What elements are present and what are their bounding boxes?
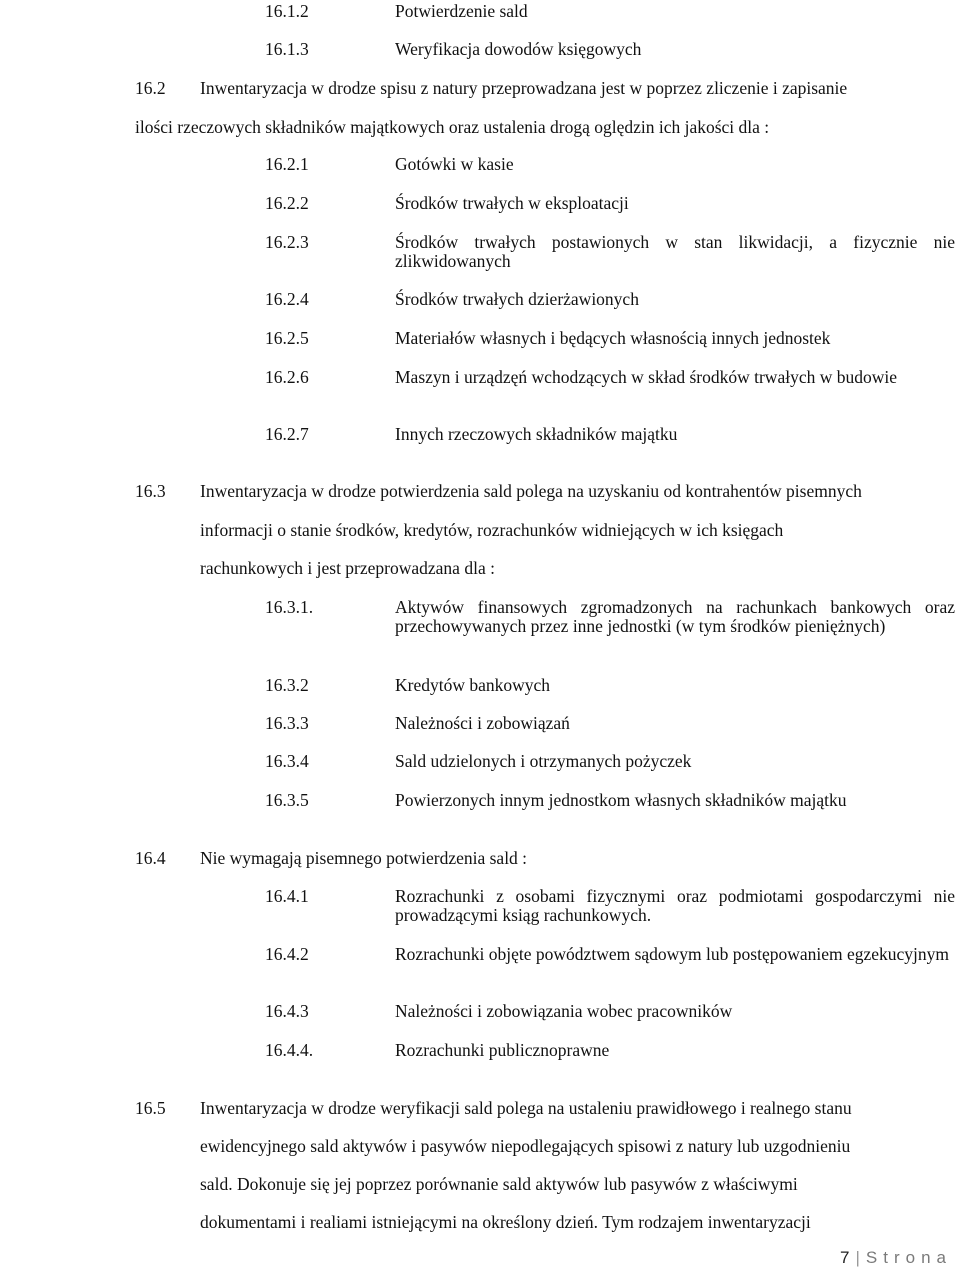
item-number: 16.3.1. [265,597,314,617]
item-number: 16.1.3 [265,39,309,59]
item-number: 16.2.3 [265,232,309,252]
section-number: 16.2 [135,78,166,98]
item-number: 16.3.5 [265,790,309,810]
section-paragraph-line: sald. Dokonuje się jej poprzez porównanie sald aktywów lub pasywów z właściwymi [200,1174,798,1194]
item-text: Innych rzeczowych składników majątku [395,424,678,444]
item-text: Środków trwałych dzierżawionych [395,289,639,309]
item-text: Potwierdzenie sald [395,1,528,21]
item-text: Należności i zobowiązań [395,713,570,733]
item-number: 16.2.5 [265,328,309,348]
item-number: 16.2.1 [265,154,309,174]
footer-page-word: Strona [865,1248,952,1267]
section-paragraph-line: Inwentaryzacja w drodze spisu z natury przeprowadzana jest w poprzez zliczenie i zapisanie [200,78,848,98]
item-text: Środków trwałych postawionych w stan likwidacji, a fizycznie nie zlikwidowanych [395,232,955,271]
section-number: 16.5 [135,1098,166,1118]
item-number: 16.4.2 [265,944,309,964]
section-heading: Nie wymagają pisemnego potwierdzenia sald : [200,848,528,868]
item-number: 16.2.2 [265,193,309,213]
item-text: Powierzonych innym jednostkom własnych składników majątku [395,790,847,810]
item-text: Maszyn i urządzęń wchodzących w skład środków trwałych w budowie [395,367,897,387]
item-text: Kredytów bankowych [395,675,551,695]
page-number: 7 [840,1248,850,1267]
section-paragraph-line: ilości rzeczowych składników majątkowych oraz ustalenia drogą oględzin ich jakości dla : [135,117,770,137]
item-number: 16.2.6 [265,367,309,387]
section-paragraph-line: ewidencyjnego sald aktywów i pasywów niepodlegających spisowi z natury lub uzgodnieniu [200,1136,851,1156]
section-paragraph-line: rachunkowych i jest przeprowadzana dla : [200,558,495,578]
item-number: 16.2.4 [265,289,309,309]
item-text: Gotówki w kasie [395,154,514,174]
item-text: Środków trwałych w eksploatacji [395,193,629,213]
item-number: 16.2.7 [265,424,309,444]
item-number: 16.3.2 [265,675,309,695]
item-text: Rozrachunki z osobami fizycznymi oraz podmiotami gospodarczymi nie prowadzącymi ksiąg rachunkowych. [395,886,955,925]
page-footer [840,1248,952,1268]
item-number: 16.3.3 [265,713,309,733]
item-text: Rozrachunki objęte powództwem sądowym lub postępowaniem egzekucyjnym [395,944,950,964]
item-number: 16.4.3 [265,1001,309,1021]
item-text: Należności i zobowiązania wobec pracowników [395,1001,733,1021]
section-paragraph-line: Inwentaryzacja w drodze potwierdzenia sald polega na uzyskaniu od kontrahentów pisemnych [200,481,862,501]
section-number: 16.3 [135,481,166,501]
section-number: 16.4 [135,848,166,868]
item-text: Weryfikacja dowodów księgowych [395,39,642,59]
item-text: Rozrachunki publicznoprawne [395,1040,610,1060]
item-text: Materiałów własnych i będących własnością innych jednostek [395,328,831,348]
item-text: Sald udzielonych i otrzymanych pożyczek [395,751,692,771]
section-paragraph-line: dokumentami i realiami istniejącymi na określony dzień. Tym rodzajem inwentaryzacji [200,1212,811,1232]
item-number: 16.4.4. [265,1040,314,1060]
footer-separator: | [855,1248,860,1267]
section-paragraph-line: Inwentaryzacja w drodze weryfikacji sald polega na ustaleniu prawidłowego i realnego stanu [200,1098,852,1118]
item-number: 16.3.4 [265,751,309,771]
item-number: 16.1.2 [265,1,309,21]
item-text: Aktywów finansowych zgromadzonych na rachunkach bankowych oraz przechowywanych przez inne jednostki (w tym środków pieniężnych) [395,597,955,636]
section-paragraph-line: informacji o stanie środków, kredytów, rozrachunków widniejących w ich księgach [200,520,784,540]
item-number: 16.4.1 [265,886,309,906]
